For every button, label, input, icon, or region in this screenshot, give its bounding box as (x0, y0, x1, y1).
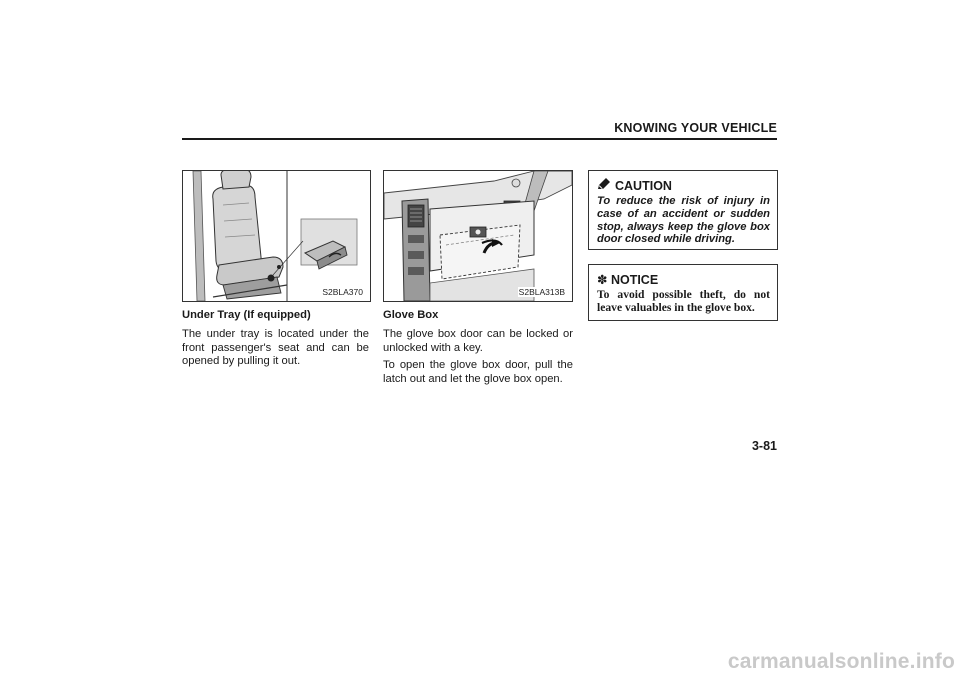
caution-box (588, 170, 778, 250)
glove-box-paragraph-2: To open the glove box door, pull the latch out and let the glove box open. (383, 359, 573, 385)
figure-glove-box (383, 170, 573, 302)
caution-body: To reduce the risk of injury in case of an accident or sudden stop, always keep the glove box door closed while driving. (597, 195, 770, 246)
page-number: 3-81 (751, 439, 777, 453)
glove-box-paragraph-1: The glove box door can be locked or unlocked with a key. (383, 328, 573, 354)
notice-box (588, 264, 778, 321)
watermark: carmanualsonline.info (727, 650, 955, 673)
figure-glove-box-label: S2BLA313B (518, 287, 565, 297)
header-rule (182, 138, 777, 140)
glove-box-section (383, 309, 573, 390)
caution-title: CAUTION (615, 178, 672, 193)
caution-title-row (597, 178, 672, 193)
seat-illustration (183, 171, 370, 301)
glove-box-heading: Glove Box (383, 309, 439, 321)
section-title: KNOWING YOUR VEHICLE (614, 121, 777, 135)
notice-body: To avoid possible theft, do not leave valuables in the glove box. (597, 288, 770, 314)
caution-pencil-icon (597, 178, 611, 193)
under-tray-paragraph: The under tray is located under the front passenger's seat and can be opened by pulling it out. (182, 328, 369, 368)
notice-title: ✽ NOTICE (597, 273, 659, 287)
under-tray-section (182, 309, 369, 373)
figure-seat (182, 170, 371, 302)
glove-box-illustration (384, 171, 572, 301)
under-tray-heading: Under Tray (If equipped) (182, 309, 311, 321)
figure-seat-label: S2BLA370 (322, 287, 363, 297)
